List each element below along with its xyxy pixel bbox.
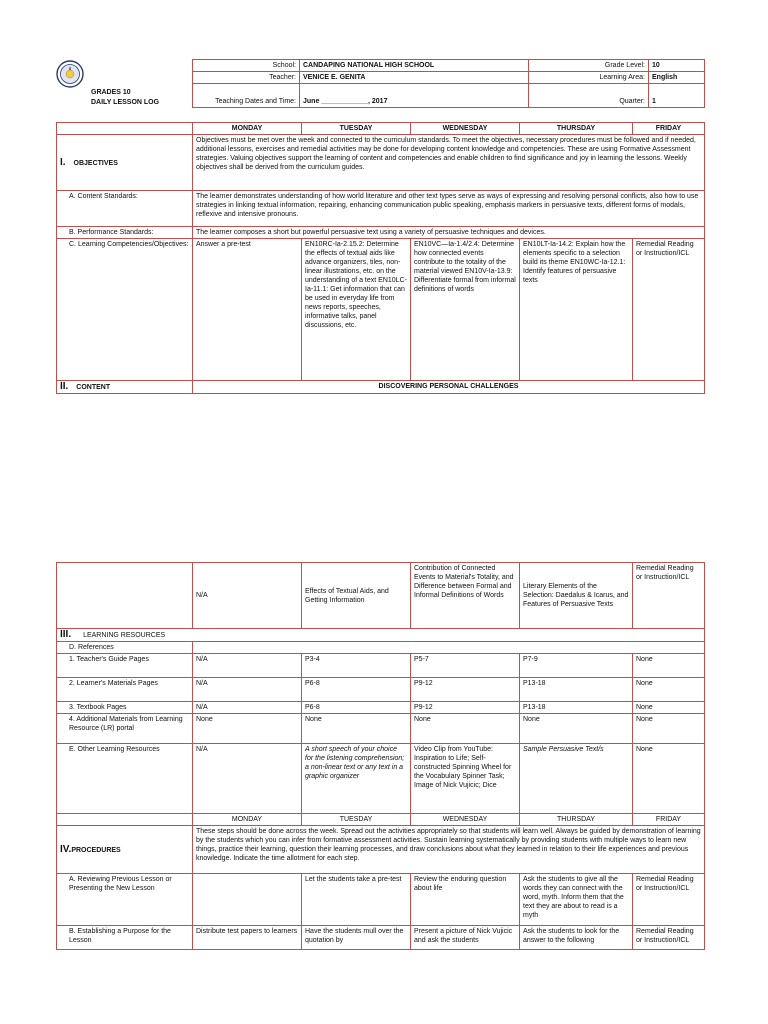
references-blank — [193, 642, 705, 654]
teacher-value: VENICE E. GENITA — [300, 72, 529, 84]
dates-label: Teaching Dates and Time: — [193, 84, 300, 108]
content-heading — [57, 381, 193, 394]
resource-row-tg — [57, 654, 705, 678]
day-thursday: THURSDAY — [520, 814, 633, 826]
resource-cell: P13-18 — [520, 678, 633, 702]
resource-label-additional: 4. Additional Materials from Learning Resource (LR) portal — [57, 714, 193, 744]
procedure-cell: Have the students mull over the quotation by — [302, 926, 411, 950]
other-resource-wednesday: Video Clip from YouTube: Inspiration to Life; Self-constructed Spinning Wheel for the Vocabulary Spinner Task; Image of Nick Vujicic; Dice — [411, 744, 520, 814]
competency-wednesday: EN10VC—Ia-1.4/2.4: Determine how connected events contribute to the totality of the material viewed EN10V-Ia-13.9: Differentiate formal from informal definitions of words — [411, 239, 520, 381]
resource-row-lm — [57, 678, 705, 702]
procedure-cell: Ask the students to give all the words they can connect with the word, myth. Inform them that the text they are about to read is a myth — [520, 874, 633, 926]
other-resource-monday: N/A — [193, 744, 302, 814]
content-standards-row — [57, 191, 705, 227]
resources-label: LEARNING RESOURCES — [83, 632, 166, 639]
resource-cell: P6-8 — [302, 678, 411, 702]
topic-wednesday: Contribution of Connected Events to Material's Totality, and Difference between Formal and Informal Definitions of Words — [411, 563, 520, 629]
resource-cell: P7-9 — [520, 654, 633, 678]
resource-cell: P6-8 — [302, 702, 411, 714]
competency-tuesday: EN10RC-Ia-2.15.2: Determine the effects of textual aids like advance organizers, tiles, non-linear illustrations, etc. on the understanding of a text EN10LC-Ia-11.1: Get information that can be used in everyday life from news reports, speeches, informative talks, panel discussions, etc. — [302, 239, 411, 381]
procedures-text: These steps should be done across the week. Spread out the activities appropriately so that students will learn well. Always be guided by demonstration of learning by the students which you can infer from formative assessment activities. Sustain learning systematically by providing students with multiple ways to learn new things, practice their learning, question their learning processes, and draw conclusions about what they learned in relation to their life experiences and previous knowledge. Indicate the time allotment for each step. — [193, 826, 705, 874]
title-block — [91, 88, 159, 108]
performance-standards-text: The learner composes a short but powerful persuasive text using a variety of persuasive techniques and devices. — [193, 227, 705, 239]
resource-cell: P3-4 — [302, 654, 411, 678]
resource-row-other — [57, 744, 705, 814]
deped-seal-logo — [56, 60, 84, 88]
resource-cell: P9-12 — [411, 702, 520, 714]
competency-monday: Answer a pre-test — [193, 239, 302, 381]
resource-cell: None — [411, 714, 520, 744]
resources-roman: III. — [60, 629, 72, 640]
day-monday: MONDAY — [193, 814, 302, 826]
content-label: CONTENT — [76, 384, 111, 391]
procedures-row — [57, 826, 705, 874]
other-resource-tuesday: A short speech of your choice for the listening comprehension; a non-linear text or any text in a graphic organizer — [302, 744, 411, 814]
references-label: D. References — [57, 642, 193, 654]
content-topics-blank — [57, 563, 193, 629]
procedure-cell: Ask the students to look for the answer to the following — [520, 926, 633, 950]
day-monday: MONDAY — [193, 123, 302, 135]
day-wednesday: WEDNESDAY — [411, 814, 520, 826]
procedure-row-purpose — [57, 926, 705, 950]
competencies-label: C. Learning Competencies/Objectives: — [57, 239, 193, 381]
resource-cell: None — [633, 678, 705, 702]
resource-cell: P5-7 — [411, 654, 520, 678]
other-resource-friday: None — [633, 744, 705, 814]
quarter-value: 1 — [649, 84, 705, 108]
resource-row-additional — [57, 714, 705, 744]
procedures-roman: IV. — [60, 843, 72, 855]
content-text: DISCOVERING PERSONAL CHALLENGES — [193, 381, 705, 394]
objectives-roman: I. — [60, 156, 66, 168]
log-title: DAILY LESSON LOG — [91, 99, 160, 106]
content-standards-text: The learner demonstrates understanding of how world literature and other text types serve as ways of expressing and resolving personal conflicts, also how to use strategies in linking textual information, repairing, enhancing communication public speaking, emphasis markers in persuasive texts, different forms of modals, reflexive and intensive pronouns. — [193, 191, 705, 227]
topic-tuesday: Effects of Textual Aids, and Getting Information — [302, 563, 411, 629]
objectives-heading — [57, 135, 193, 191]
resource-cell: None — [193, 714, 302, 744]
performance-standards-row — [57, 227, 705, 239]
resource-cell: None — [633, 714, 705, 744]
teacher-label: Teacher: — [193, 72, 300, 84]
procedure-cell: Remedial Reading or Instruction/ICL — [633, 926, 705, 950]
content-row — [57, 381, 705, 394]
day-wednesday: WEDNESDAY — [411, 123, 520, 135]
resource-cell: None — [302, 714, 411, 744]
resource-cell: None — [633, 654, 705, 678]
resource-cell: P13-18 — [520, 702, 633, 714]
resource-cell: N/A — [193, 702, 302, 714]
grade-level-value: 10 — [649, 60, 705, 72]
references-row — [57, 642, 705, 654]
procedure-label-review: A. Reviewing Previous Lesson or Presenting the New Lesson — [57, 874, 193, 926]
lesson-log-table-page1 — [56, 122, 705, 394]
resource-cell: N/A — [193, 654, 302, 678]
resource-cell: N/A — [193, 678, 302, 702]
learning-area-value: English — [649, 72, 705, 84]
resource-label-lm: 2. Learner's Materials Pages — [57, 678, 193, 702]
procedure-cell: Let the students take a pre-test — [302, 874, 411, 926]
resource-row-textbook — [57, 702, 705, 714]
resources-heading-row — [57, 629, 705, 642]
day-tuesday: TUESDAY — [302, 814, 411, 826]
other-resource-thursday: Sample Persuasive Text/s — [520, 744, 633, 814]
resource-cell: P9-12 — [411, 678, 520, 702]
objectives-text: Objectives must be met over the week and connected to the curriculum standards. To meet the objectives, necessary procedures must be followed and if needed, additional lessons, exercises and remedial activities may be done for developing content knowledge and competencies. These are using Formative Assessment strategies. Valuing objectives support the learning of content and competencies and enable children to find significance and joy in learning the lessons. Weekly objectives shall be derived from the curriculum guides. — [193, 135, 705, 191]
days-header-row-2 — [57, 814, 705, 826]
quarter-label: Quarter: — [529, 84, 649, 108]
learning-area-label: Learning Area: — [529, 72, 649, 84]
performance-standards-label: B. Performance Standards: — [57, 227, 193, 239]
grades-label: GRADES 10 — [91, 89, 131, 96]
objectives-row — [57, 135, 705, 191]
header-info-table — [192, 59, 705, 108]
content-standards-label: A. Content Standards: — [57, 191, 193, 227]
procedure-cell: Review the enduring question about life — [411, 874, 520, 926]
day-tuesday: TUESDAY — [302, 123, 411, 135]
resource-label-other: E. Other Learning Resources — [57, 744, 193, 814]
competency-thursday: EN10LT-Ia-14.2: Explain how the elements specific to a selection build its theme EN10WC-Ia-12.1: Identify features of persuasive texts — [520, 239, 633, 381]
resource-label-textbook: 3. Textbook Pages — [57, 702, 193, 714]
procedures-label: PROCEDURES — [71, 846, 121, 854]
competency-friday: Remedial Reading or Instruction/ICL — [633, 239, 705, 381]
procedures-heading — [57, 826, 193, 874]
school-value: CANDAPING NATIONAL HIGH SCHOOL — [300, 60, 529, 72]
procedure-cell: Distribute test papers to learners — [193, 926, 302, 950]
grade-level-label: Grade Level: — [529, 60, 649, 72]
procedure-cell — [193, 874, 302, 926]
day-friday: FRIDAY — [633, 814, 705, 826]
resource-cell: None — [633, 702, 705, 714]
topic-thursday: Literary Elements of the Selection: Daedalus & Icarus, and Features of Persuasive Texts — [520, 563, 633, 629]
content-roman: II. — [60, 381, 69, 392]
procedure-cell: Present a picture of Nick Vujicic and ask the students — [411, 926, 520, 950]
day-thursday: THURSDAY — [520, 123, 633, 135]
day-friday: FRIDAY — [633, 123, 705, 135]
procedure-label-purpose: B. Establishing a Purpose for the Lesson — [57, 926, 193, 950]
competencies-row — [57, 239, 705, 381]
content-topics-row — [57, 563, 705, 629]
days-header-blank — [57, 123, 193, 135]
lesson-log-table-page2 — [56, 562, 705, 950]
dates-value: June ____________, 2017 — [300, 84, 529, 108]
topic-friday: Remedial Reading or Instruction/ICL — [633, 563, 705, 629]
procedure-cell: Remedial Reading or Instruction/ICL — [633, 874, 705, 926]
procedure-row-review — [57, 874, 705, 926]
school-label: School: — [193, 60, 300, 72]
objectives-label: OBJECTIVES — [73, 159, 118, 167]
topic-monday: N/A — [193, 563, 302, 629]
resources-heading — [57, 629, 705, 642]
days-header-row — [57, 123, 705, 135]
resource-cell: None — [520, 714, 633, 744]
resource-label-tg: 1. Teacher's Guide Pages — [57, 654, 193, 678]
days-header-blank — [57, 814, 193, 826]
